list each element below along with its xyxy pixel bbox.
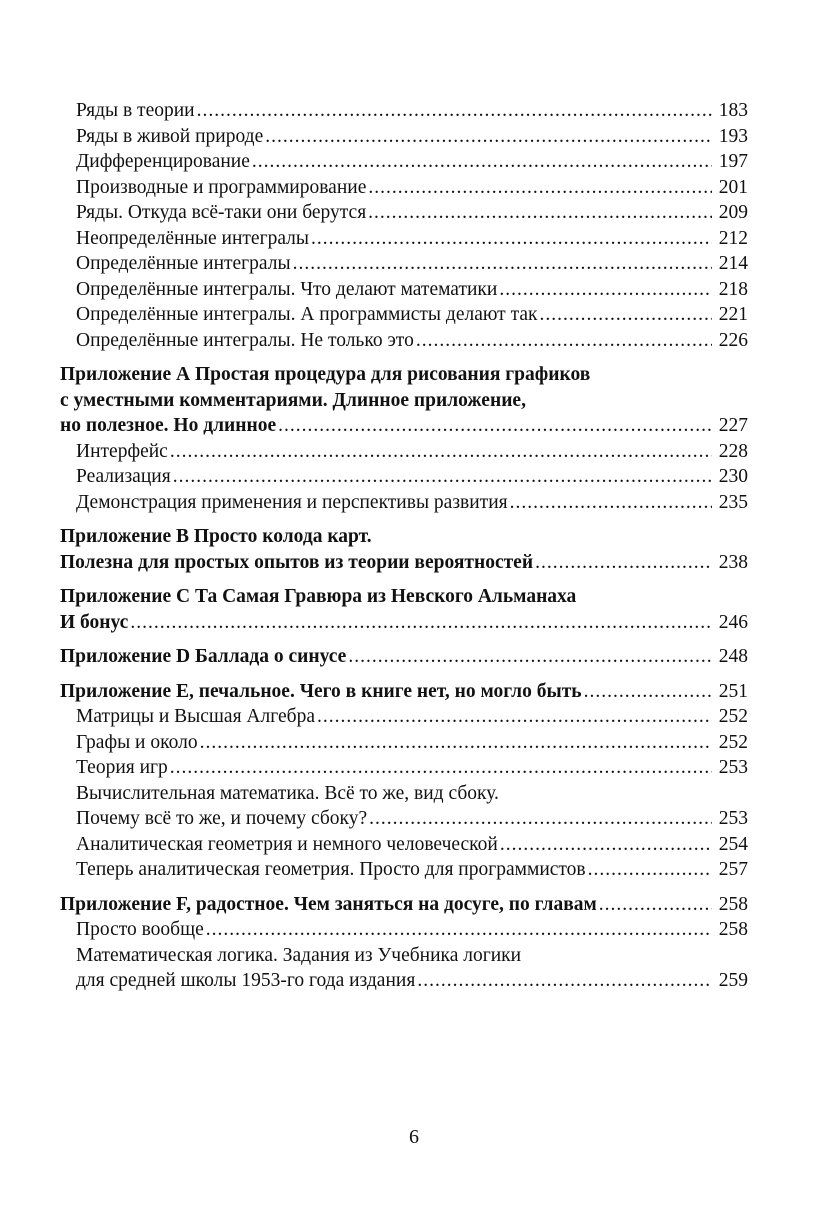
dot-leader bbox=[197, 98, 712, 124]
dot-leader bbox=[510, 490, 712, 516]
toc-entry bbox=[60, 857, 748, 883]
toc-entry bbox=[60, 98, 748, 124]
appendix-b-heading-end: Полезна для простых опытов из теории вероятностей ..... 238 bbox=[60, 550, 748, 576]
toc-entry bbox=[60, 917, 748, 943]
toc-entry-title: Почему всё то же, и почему сбоку? bbox=[76, 808, 368, 829]
dot-leader bbox=[311, 226, 712, 252]
dot-leader bbox=[170, 755, 712, 781]
toc-entry-page: 197 bbox=[718, 151, 748, 172]
toc-entry-title: Дифференцирование bbox=[76, 151, 250, 172]
toc-entry-title: Математическая логика. Задания из Учебника логики bbox=[76, 944, 522, 966]
toc-entry-page: 257 bbox=[718, 859, 748, 880]
dot-leader bbox=[368, 200, 712, 226]
toc-entry-page: 228 bbox=[718, 440, 748, 462]
dot-leader bbox=[200, 730, 712, 756]
page-number: 6 bbox=[409, 1126, 419, 1148]
toc-entry-page: 209 bbox=[718, 202, 748, 223]
toc-entry-title: Интерфейс bbox=[76, 440, 168, 462]
dot-leader bbox=[584, 679, 712, 705]
dot-leader bbox=[539, 302, 712, 328]
toc-entry bbox=[60, 149, 748, 175]
toc-entry-page: 259 bbox=[718, 970, 748, 991]
toc-entry-title: Ряды. Откуда всё-таки они берутся bbox=[76, 202, 367, 223]
toc-entry bbox=[60, 124, 748, 150]
dot-leader bbox=[348, 644, 712, 670]
toc-entry-multiline bbox=[60, 943, 748, 969]
toc-entry-title: Определённые интегралы. Что делают математики bbox=[76, 278, 498, 300]
dot-leader bbox=[500, 832, 712, 858]
toc-entry-page: 201 bbox=[718, 176, 748, 198]
toc-entry-page: 214 bbox=[718, 253, 748, 274]
toc-entry bbox=[60, 200, 748, 226]
toc-entry-page: 193 bbox=[718, 125, 748, 147]
appendix-d-heading: Приложение D Баллада о синусе ..... 248 bbox=[60, 644, 748, 670]
toc-entry-title: Вычислительная математика. Всё то же, вид сбоку. bbox=[76, 782, 499, 804]
toc-entry-page: 227 bbox=[718, 415, 748, 436]
toc-entry bbox=[60, 302, 748, 328]
toc-entry-page: 221 bbox=[718, 304, 748, 325]
appendix-c-heading: Приложение C Та Самая Гравюра из Невского Альманаха bbox=[60, 586, 577, 607]
dot-leader bbox=[317, 704, 712, 730]
toc-entry-title: Определённые интегралы. Не только это bbox=[76, 329, 414, 351]
toc-entry-page: 253 bbox=[718, 757, 748, 778]
toc-entry bbox=[60, 832, 748, 858]
toc-entry bbox=[60, 464, 748, 490]
dot-leader bbox=[206, 917, 712, 943]
toc-entry-title: Теперь аналитическая геометрия. Просто для программистов bbox=[76, 859, 586, 880]
appendix-e-heading: Приложение E, печальное. Чего в книге нет, но могло быть ..... 251 bbox=[60, 679, 748, 705]
appendix-a-heading-end: но полезное. Но длинное ..... 227 bbox=[60, 413, 748, 439]
dot-leader bbox=[265, 124, 712, 150]
toc-entry-title: Демонстрация применения и перспективы развития bbox=[76, 491, 508, 513]
dot-leader bbox=[173, 464, 712, 490]
toc-entry-title: Матрицы и Высшая Алгебра bbox=[76, 706, 315, 727]
dot-leader bbox=[416, 328, 712, 354]
toc-entry-page: 183 bbox=[718, 100, 748, 121]
toc-entry-multiline-end bbox=[60, 806, 748, 832]
toc-entry-title: Ряды в теории bbox=[76, 100, 195, 121]
toc-entry-title: Реализация bbox=[76, 466, 171, 487]
appendix-c-heading-end: И бонус ..... 246 bbox=[60, 610, 748, 636]
dot-leader bbox=[252, 149, 712, 175]
toc-entry-page: 212 bbox=[718, 227, 748, 249]
toc-entry bbox=[60, 755, 748, 781]
appendix-b-heading: Приложение B Просто колода карт. bbox=[60, 526, 372, 547]
table-of-contents bbox=[60, 98, 748, 994]
dot-leader bbox=[130, 610, 712, 636]
toc-entry-page: 258 bbox=[718, 919, 748, 940]
toc-entry-title: Производные и программирование bbox=[76, 176, 367, 198]
toc-entry bbox=[60, 490, 748, 516]
toc-entry-page: 252 bbox=[718, 706, 748, 727]
toc-entry-page: 254 bbox=[718, 833, 748, 855]
toc-entry-page: 218 bbox=[718, 278, 748, 300]
dot-leader bbox=[417, 968, 712, 994]
toc-entry-title: для средней школы 1953-го года издания bbox=[76, 970, 416, 991]
toc-entry-title: Определённые интегралы bbox=[76, 253, 291, 274]
toc-entry bbox=[60, 730, 748, 756]
dot-leader bbox=[599, 892, 712, 918]
toc-entry-title: Неопределённые интегралы bbox=[76, 227, 309, 249]
toc-entry-title: Графы и около bbox=[76, 731, 198, 753]
toc-entry bbox=[60, 251, 748, 277]
dot-leader bbox=[369, 806, 712, 832]
dot-leader bbox=[170, 439, 712, 465]
toc-entry-page: 253 bbox=[718, 808, 748, 829]
toc-entry bbox=[60, 328, 748, 354]
toc-entry bbox=[60, 175, 748, 201]
toc-entry-title: Аналитическая геометрия и немного человеческой bbox=[76, 833, 498, 855]
toc-entry-multiline-end bbox=[60, 968, 748, 994]
toc-entry bbox=[60, 226, 748, 252]
toc-entry-title: Теория игр bbox=[76, 757, 168, 778]
toc-entry-page: 248 bbox=[718, 646, 748, 667]
toc-entry-title: Ряды в живой природе bbox=[76, 125, 264, 147]
toc-entry bbox=[60, 439, 748, 465]
dot-leader bbox=[278, 413, 712, 439]
appendix-f-heading: Приложение F, радостное. Чем заняться на досуге, по главам ..... 258 bbox=[60, 892, 748, 918]
toc-entry-page: 238 bbox=[718, 551, 748, 573]
toc-entry bbox=[60, 277, 748, 303]
appendix-a-heading-cont: с уместными комментариями. Длинное приложение, bbox=[60, 389, 526, 411]
toc-entry-title: Просто вообще bbox=[76, 919, 204, 940]
dot-leader bbox=[588, 857, 712, 883]
dot-leader bbox=[293, 251, 712, 277]
toc-entry-page: 226 bbox=[718, 329, 748, 351]
dot-leader bbox=[499, 277, 712, 303]
toc-entry-page: 251 bbox=[718, 680, 748, 702]
toc-entry-title: Определённые интегралы. А программисты делают так bbox=[76, 304, 538, 325]
toc-entry-page: 235 bbox=[718, 491, 748, 513]
appendix-a-heading: Приложение А Простая процедура для рисования графиков bbox=[60, 364, 591, 385]
toc-entry-page: 230 bbox=[718, 466, 748, 487]
toc-entry-page: 258 bbox=[718, 893, 748, 915]
toc-entry bbox=[60, 704, 748, 730]
toc-entry-multiline bbox=[60, 781, 748, 807]
toc-entry-page: 252 bbox=[718, 731, 748, 753]
toc-entry-page: 246 bbox=[718, 611, 748, 633]
dot-leader bbox=[535, 550, 712, 576]
dot-leader bbox=[368, 175, 712, 201]
